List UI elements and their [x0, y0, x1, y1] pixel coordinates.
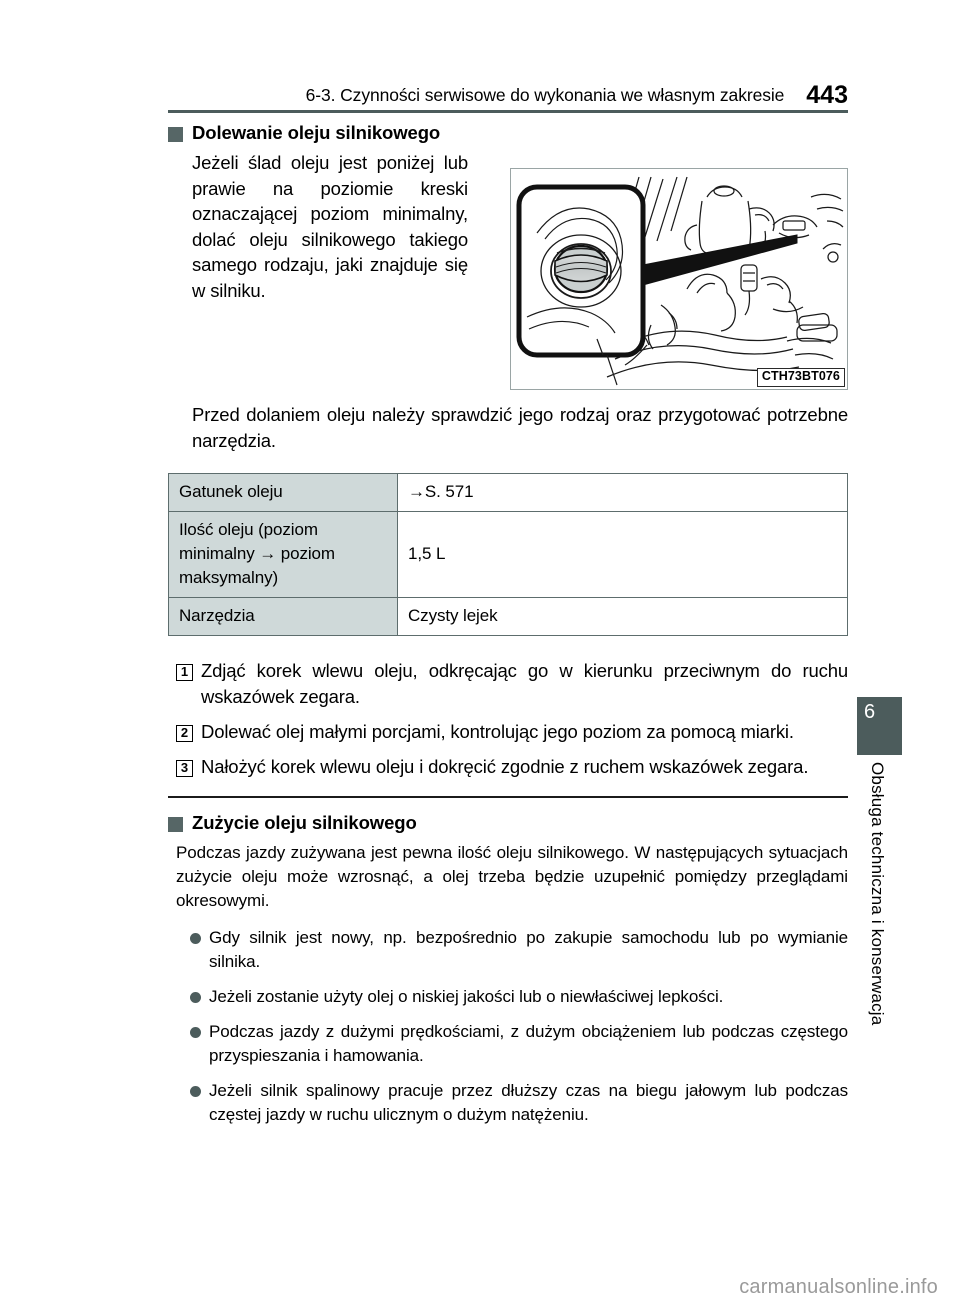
- table-row: [169, 474, 848, 512]
- step-text: Zdjąć korek wlewu oleju, odkręcając go w kierunku przeciwnym do ruchu wskazówek zegara.: [201, 660, 848, 707]
- consumption-paragraph: [168, 841, 848, 913]
- header-divider-rule: [168, 110, 848, 113]
- engine-bay-oil-filler-cap-illustration: [510, 168, 848, 390]
- list-item: [168, 658, 848, 710]
- table-cell-value: 1,5 L: [398, 512, 848, 598]
- oil-spec-table: [168, 473, 848, 636]
- table-row: [169, 598, 848, 636]
- step-text: Dolewać olej małymi porcjami, kontrolując jego poziom za pomocą miarki.: [201, 721, 794, 742]
- list-item: [168, 719, 848, 745]
- lead-paragraph-text: Przed dolaniem oleju należy sprawdzić jego rodzaj oraz przygotować potrzebne narzędzia.: [192, 404, 848, 451]
- consumption-paragraph-text: Podczas jazdy zużywana jest pewna ilość oleju silnikowego. W następujących sytuacjach zużycie oleju może wzrosnąć, a olej trzeba będzie uzupełnić pomiędzy przeglądami okresowymi.: [176, 842, 848, 910]
- bullet-text: Jeżeli zostanie użyty olej o niskiej jakości lub o niewłaściwej lepkości.: [209, 986, 724, 1006]
- table-cell-key: Gatunek oleju: [169, 474, 398, 512]
- figure-caption: CTH73BT076: [757, 368, 845, 387]
- illustration-svg: [511, 169, 847, 389]
- step-number-badge: 3: [176, 760, 193, 777]
- breadcrumb-section-title: 6-3. Czynności serwisowe do wykonania we własnym zakresie: [305, 85, 785, 105]
- round-bullet-icon: [190, 992, 201, 1003]
- bullet-text: Jeżeli silnik spalinowy pracuje przez dłuższy czas na biegu jałowym lub podczas częstej jazdy w ruchu ulicznym o dużym natężeniu.: [209, 1080, 848, 1124]
- page-number: 443: [806, 81, 848, 109]
- lead-paragraph: [168, 402, 848, 453]
- list-item: [168, 926, 848, 974]
- chapter-tab-number: 6: [857, 697, 902, 755]
- main-content: [168, 122, 848, 1138]
- watermark: carmanualsonline.info: [739, 1276, 938, 1298]
- intro-paragraph-text: Jeżeli ślad oleju jest poniżej lub prawie na poziomie kreski oznaczającej poziom minimalny, dolać oleju silnikowego takiego samego rodzaju, jaki znajduje się w silniku.: [192, 152, 468, 301]
- table-row: [169, 512, 848, 598]
- section-heading-consumption-label: Zużycie oleju silnikowego: [192, 811, 417, 833]
- intro-row: [168, 150, 848, 392]
- section-divider: [168, 796, 848, 798]
- numbered-steps-list: [168, 658, 848, 780]
- section-heading-refill: [168, 122, 848, 144]
- list-item: [168, 985, 848, 1009]
- step-number-badge: 1: [176, 664, 193, 681]
- round-bullet-icon: [190, 1027, 201, 1038]
- bullet-text: Gdy silnik jest nowy, np. bezpośrednio po zakupie samochodu lub po wymianie silnika.: [209, 927, 848, 971]
- consumption-bullet-list: [168, 926, 848, 1127]
- table-cell-value: →S. 571: [398, 474, 848, 512]
- table-cell-key: Ilość oleju (poziom minimalny → poziom maksymalny): [169, 512, 398, 598]
- chapter-tab-label: Obsługa techniczna i konserwacja: [868, 762, 887, 1026]
- square-bullet-icon: [168, 817, 183, 832]
- step-number-badge: 2: [176, 725, 193, 742]
- round-bullet-icon: [190, 1086, 201, 1097]
- section-heading-consumption: [168, 812, 848, 834]
- square-bullet-icon: [168, 127, 183, 142]
- section-heading-refill-label: Dolewanie oleju silnikowego: [192, 122, 441, 143]
- page-header: [168, 70, 848, 108]
- bullet-text: Podczas jazdy z dużymi prędkościami, z dużym obciążeniem lub podczas częstego przyspieszania i hamowania.: [209, 1021, 848, 1065]
- list-item: [168, 1079, 848, 1127]
- table-cell-value: Czysty lejek: [398, 598, 848, 636]
- step-text: Nałożyć korek wlewu oleju i dokręcić zgodnie z ruchem wskazówek zegara.: [201, 756, 809, 777]
- round-bullet-icon: [190, 933, 201, 944]
- intro-paragraph: [168, 150, 468, 303]
- list-item: [168, 1020, 848, 1068]
- table-cell-key: Narzędzia: [169, 598, 398, 636]
- list-item: [168, 754, 848, 780]
